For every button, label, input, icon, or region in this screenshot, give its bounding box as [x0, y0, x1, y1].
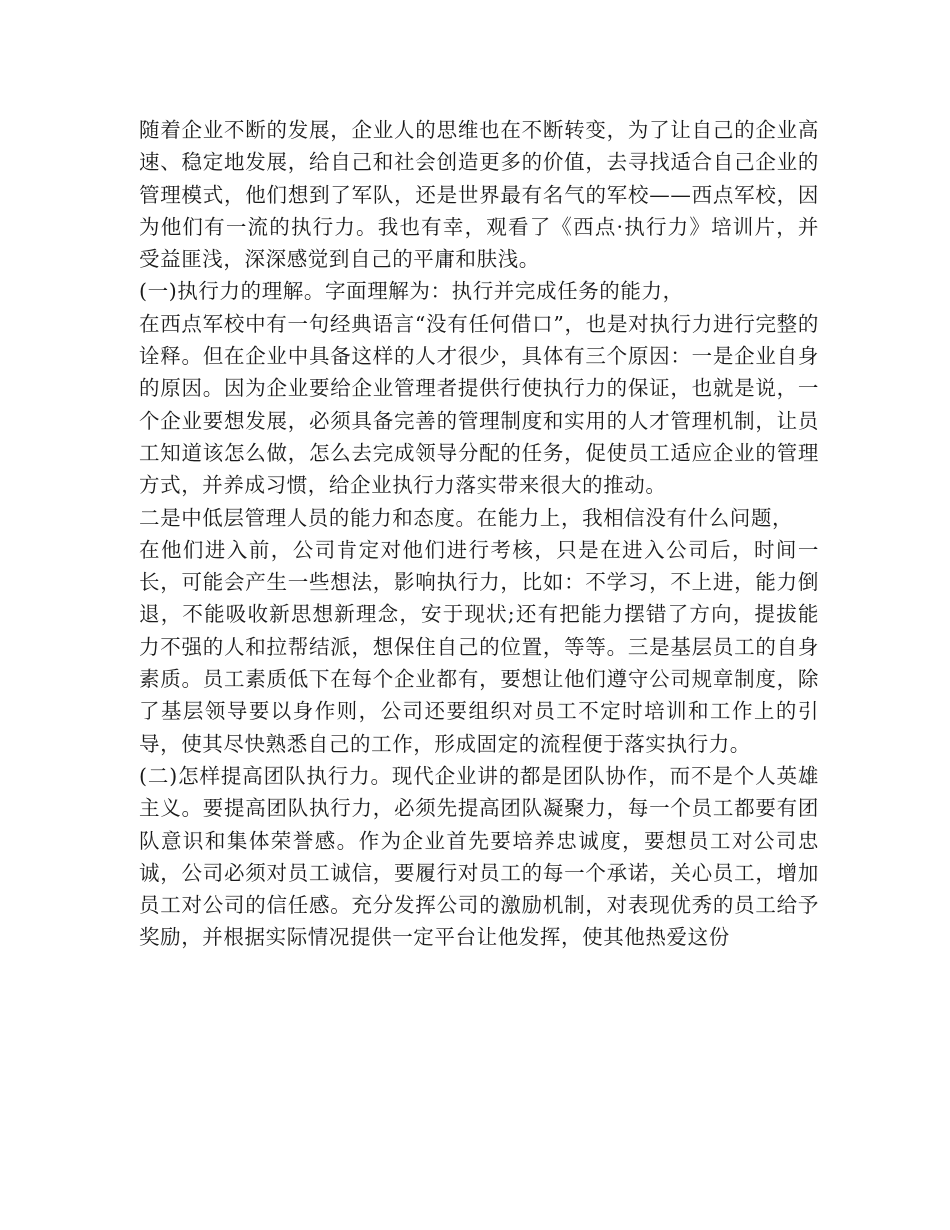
paragraph-second-reason: 二是中低层管理人员的能力和态度。在能力上，我相信没有什么问题，: [139, 505, 794, 530]
document-body: [139, 114, 819, 954]
paragraph-section-two: (二)怎样提高团队执行力。现代企业讲的都是团队协作，而不是个人英雄主义。要提高团队执行力，必须先提高团队凝聚力，每一个员工都要有团队意识和集体荣誉感。作为企业首先要培养忠诚度，要想员工对公司忠诚，公司必须对员工诚信，要履行对员工的每一个承诺，关心员工，增加员工对公司的信任感。充分发挥公司的激励机制，对表现优秀的员工给予奖励，并根据实际情况提供一定平台让他发挥，使其他热爱这份: [139, 763, 819, 950]
paragraph-intro: 随着企业不断的发展，企业人的思维也在不断转变，为了让自己的企业高速、稳定地发展，给自己和社会创造更多的价值，去寻找适合自己企业的管理模式，他们想到了军队，还是世界最有名气的军校——西点军校，因为他们有一流的执行力。我也有幸，观看了《西点·执行力》培训片，并受益匪浅，深深感觉到自己的平庸和肤浅。: [139, 118, 819, 272]
paragraph-section-one-body: 在西点军校中有一句经典语言“没有任何借口”，也是对执行力进行完整的诠释。但在企业中具备这样的人才很少，具体有三个原因：一是企业自身的原因。因为企业要给企业管理者提供行使执行力的保证，也就是说，一个企业要想发展，必须具备完善的管理制度和实用的人才管理机制，让员工知道该怎么做，怎么去完成领导分配的任务，促使员工适应企业的管理方式，并养成习惯，给企业执行力落实带来很大的推动。: [139, 311, 819, 498]
paragraph-section-one-heading: (一)执行力的理解。字面理解为：执行并完成任务的能力，: [139, 279, 684, 304]
paragraph-second-reason-body: 在他们进入前，公司肯定对他们进行考核，只是在进入公司后，时间一长，可能会产生一些想法，影响执行力，比如：不学习，不上进，能力倒退，不能吸收新思想新理念，安于现状;还有把能力摆错了方向，提拔能力不强的人和拉帮结派，想保住自己的位置，等等。三是基层员工的自身素质。员工素质低下在每个企业都有，要想让他们遵守公司规章制度，除了基层领导要以身作则，公司还要组织对员工不定时培训和工作上的引导，使其尽快熟悉自己的工作，形成固定的流程便于落实执行力。: [139, 537, 819, 756]
